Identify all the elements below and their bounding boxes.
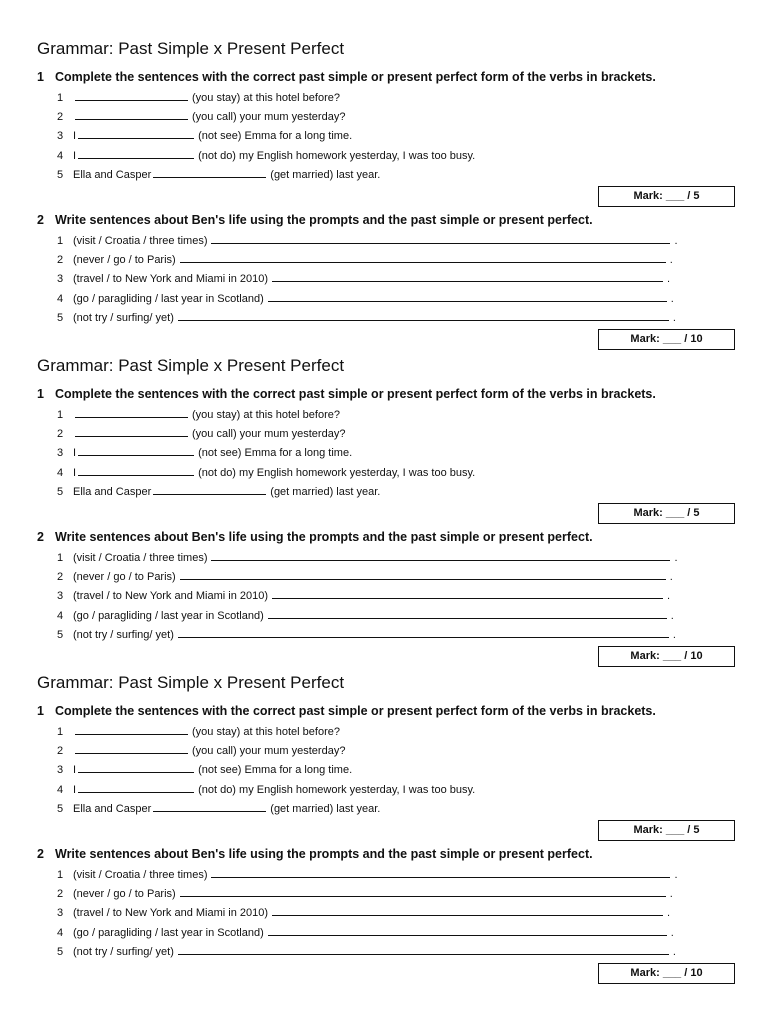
item-text: (you call) your mum yesterday? <box>192 745 346 757</box>
answer-line[interactable] <box>211 866 670 878</box>
item-text: (get married) last year. <box>270 803 381 815</box>
exercise-2-item-3 <box>57 904 670 919</box>
item-number: 3 <box>57 764 64 776</box>
exercise-2-item-2 <box>57 885 673 900</box>
item-number: 2 <box>57 254 64 266</box>
item-text: (not see) Emma for a long time. <box>198 447 353 459</box>
answer-blank[interactable] <box>78 464 194 476</box>
item-prompt: (never / go / to Paris) <box>73 571 176 583</box>
exercise-1-instruction <box>37 387 656 401</box>
answer-line[interactable] <box>211 232 670 244</box>
exercise-1-instruction <box>37 704 656 718</box>
exercise-2-item-5 <box>57 626 676 641</box>
exercise-1-item-5 <box>57 166 380 181</box>
exercise-2-item-2 <box>57 568 673 583</box>
item-end: . <box>667 907 671 919</box>
item-end: . <box>669 888 673 900</box>
item-number: 3 <box>57 273 64 285</box>
exercise-2-mark-box: Mark: ___ / 10 <box>598 329 735 350</box>
answer-blank[interactable] <box>78 127 194 139</box>
item-number: 3 <box>57 130 64 142</box>
exercise-1-mark-box: Mark: ___ / 5 <box>598 820 735 841</box>
answer-blank[interactable] <box>75 89 188 101</box>
answer-line[interactable] <box>211 549 670 561</box>
answer-line[interactable] <box>180 568 666 580</box>
exercise-2-item-3 <box>57 270 670 285</box>
answer-line[interactable] <box>272 904 663 916</box>
item-prompt: (never / go / to Paris) <box>73 888 176 900</box>
item-prompt: (travel / to New York and Miami in 2010) <box>73 273 269 285</box>
exercise-1-item-1 <box>57 723 340 738</box>
answer-blank[interactable] <box>78 781 194 793</box>
item-number: 4 <box>57 467 64 479</box>
item-end: . <box>670 927 674 939</box>
exercise-1-item-5 <box>57 800 380 815</box>
item-end: . <box>674 552 678 564</box>
item-end: . <box>670 610 674 622</box>
exercise-1-item-4 <box>57 147 475 162</box>
exercise-2-item-3 <box>57 587 670 602</box>
exercise-2-instruction <box>37 530 593 544</box>
item-prompt: (not try / surfing/ yet) <box>73 312 174 324</box>
exercise-1-item-1 <box>57 89 340 104</box>
exercise-1-item-2 <box>57 425 345 440</box>
exercise-1-item-4 <box>57 464 475 479</box>
item-prompt: (not try / surfing/ yet) <box>73 946 174 958</box>
item-text: (you stay) at this hotel before? <box>192 409 340 421</box>
item-prefix: I <box>73 150 77 162</box>
item-number: 1 <box>57 92 64 104</box>
worksheet-1 <box>0 39 768 356</box>
item-number: 5 <box>57 946 64 958</box>
exercise-2-item-5 <box>57 309 676 324</box>
exercise-2-instruction <box>37 213 593 227</box>
exercise-2-mark-box: Mark: ___ / 10 <box>598 963 735 984</box>
exercise-number: 1 <box>37 387 44 401</box>
exercise-2-instruction <box>37 847 593 861</box>
item-prompt: (not try / surfing/ yet) <box>73 629 174 641</box>
item-number: 3 <box>57 447 64 459</box>
item-number: 4 <box>57 610 64 622</box>
item-prompt: (go / paragliding / last year in Scotland) <box>73 927 264 939</box>
item-number: 1 <box>57 726 64 738</box>
item-prefix: Ella and Casper <box>73 169 152 181</box>
item-text: (you stay) at this hotel before? <box>192 92 340 104</box>
answer-blank[interactable] <box>75 723 188 735</box>
exercise-1-item-3 <box>57 761 352 776</box>
exercise-2-mark-box: Mark: ___ / 10 <box>598 646 735 667</box>
item-number: 4 <box>57 927 64 939</box>
exercise-1-item-2 <box>57 108 345 123</box>
instruction-text: Complete the sentences with the correct past simple or present perfect form of the verbs in brackets. <box>55 704 656 718</box>
item-end: . <box>667 273 671 285</box>
item-prompt: (visit / Croatia / three times) <box>73 869 208 881</box>
worksheet-2 <box>0 356 768 673</box>
exercise-1-item-3 <box>57 444 352 459</box>
item-number: 5 <box>57 803 64 815</box>
item-end: . <box>672 312 676 324</box>
item-text: (not see) Emma for a long time. <box>198 764 353 776</box>
answer-blank[interactable] <box>153 166 266 178</box>
item-prefix: Ella and Casper <box>73 486 152 498</box>
worksheet-title: Grammar: Past Simple x Present Perfect <box>37 356 345 375</box>
answer-line[interactable] <box>272 270 663 282</box>
item-end: . <box>674 235 678 247</box>
item-number: 2 <box>57 745 64 757</box>
item-number: 3 <box>57 590 64 602</box>
instruction-text: Write sentences about Ben's life using the prompts and the past simple or present perfect. <box>55 847 593 861</box>
answer-line[interactable] <box>180 885 666 897</box>
exercise-1-item-4 <box>57 781 475 796</box>
item-number: 1 <box>57 235 64 247</box>
item-prefix: I <box>73 447 77 459</box>
answer-blank[interactable] <box>75 425 188 437</box>
exercise-2-item-4 <box>57 290 674 305</box>
item-prefix: I <box>73 784 77 796</box>
item-prompt: (go / paragliding / last year in Scotland) <box>73 610 264 622</box>
instruction-text: Complete the sentences with the correct past simple or present perfect form of the verbs in brackets. <box>55 70 656 84</box>
exercise-1-item-2 <box>57 742 345 757</box>
answer-blank[interactable] <box>78 444 194 456</box>
exercise-number: 2 <box>37 530 44 544</box>
item-text: (get married) last year. <box>270 486 381 498</box>
item-number: 2 <box>57 111 64 123</box>
answer-line[interactable] <box>268 290 667 302</box>
item-number: 5 <box>57 169 64 181</box>
answer-blank[interactable] <box>78 761 194 773</box>
item-prompt: (travel / to New York and Miami in 2010) <box>73 590 269 602</box>
instruction-text: Write sentences about Ben's life using the prompts and the past simple or present perfect. <box>55 213 593 227</box>
item-text: (not do) my English homework yesterday, I was too busy. <box>198 150 476 162</box>
item-text: (you call) your mum yesterday? <box>192 111 346 123</box>
item-prompt: (visit / Croatia / three times) <box>73 552 208 564</box>
item-number: 4 <box>57 150 64 162</box>
answer-blank[interactable] <box>75 742 188 754</box>
answer-line[interactable] <box>180 251 666 263</box>
item-number: 4 <box>57 293 64 305</box>
exercise-number: 1 <box>37 70 44 84</box>
answer-blank[interactable] <box>153 483 266 495</box>
item-end: . <box>670 293 674 305</box>
item-end: . <box>672 946 676 958</box>
answer-line[interactable] <box>268 924 667 936</box>
answer-blank[interactable] <box>75 108 188 120</box>
item-number: 1 <box>57 552 64 564</box>
item-prefix: Ella and Casper <box>73 803 152 815</box>
worksheet-title: Grammar: Past Simple x Present Perfect <box>37 39 345 58</box>
item-text: (get married) last year. <box>270 169 381 181</box>
answer-line[interactable] <box>178 626 669 638</box>
exercise-2-item-1 <box>57 549 678 564</box>
item-number: 2 <box>57 571 64 583</box>
answer-blank[interactable] <box>75 406 188 418</box>
exercise-1-item-3 <box>57 127 352 142</box>
item-number: 1 <box>57 409 64 421</box>
item-text: (not do) my English homework yesterday, I was too busy. <box>198 467 476 479</box>
item-prefix: I <box>73 467 77 479</box>
item-end: . <box>674 869 678 881</box>
answer-line[interactable] <box>178 309 669 321</box>
answer-blank[interactable] <box>78 147 194 159</box>
exercise-2-item-2 <box>57 251 673 266</box>
item-prompt: (visit / Croatia / three times) <box>73 235 208 247</box>
item-number: 2 <box>57 428 64 440</box>
answer-line[interactable] <box>268 607 667 619</box>
instruction-text: Complete the sentences with the correct past simple or present perfect form of the verbs in brackets. <box>55 387 656 401</box>
item-number: 3 <box>57 907 64 919</box>
exercise-2-item-4 <box>57 924 674 939</box>
item-text: (you call) your mum yesterday? <box>192 428 346 440</box>
exercise-1-instruction <box>37 70 656 84</box>
exercise-number: 2 <box>37 847 44 861</box>
item-prefix: I <box>73 764 77 776</box>
answer-blank[interactable] <box>153 800 266 812</box>
item-number: 1 <box>57 869 64 881</box>
item-text: (not see) Emma for a long time. <box>198 130 353 142</box>
instruction-text: Write sentences about Ben's life using the prompts and the past simple or present perfect. <box>55 530 593 544</box>
answer-line[interactable] <box>178 943 669 955</box>
item-text: (you stay) at this hotel before? <box>192 726 340 738</box>
exercise-2-item-4 <box>57 607 674 622</box>
item-end: . <box>669 571 673 583</box>
exercise-2-item-1 <box>57 232 678 247</box>
item-prefix: I <box>73 130 77 142</box>
answer-line[interactable] <box>272 587 663 599</box>
exercise-1-mark-box: Mark: ___ / 5 <box>598 186 735 207</box>
item-end: . <box>669 254 673 266</box>
item-number: 5 <box>57 312 64 324</box>
item-end: . <box>667 590 671 602</box>
exercise-2-item-1 <box>57 866 678 881</box>
item-prompt: (go / paragliding / last year in Scotland) <box>73 293 264 305</box>
worksheet-3 <box>0 673 768 990</box>
item-number: 2 <box>57 888 64 900</box>
exercise-number: 2 <box>37 213 44 227</box>
exercise-1-item-5 <box>57 483 380 498</box>
item-end: . <box>672 629 676 641</box>
exercise-number: 1 <box>37 704 44 718</box>
exercise-2-item-5 <box>57 943 676 958</box>
worksheet-title: Grammar: Past Simple x Present Perfect <box>37 673 345 692</box>
exercise-1-item-1 <box>57 406 340 421</box>
item-prompt: (travel / to New York and Miami in 2010) <box>73 907 269 919</box>
item-number: 4 <box>57 784 64 796</box>
exercise-1-mark-box: Mark: ___ / 5 <box>598 503 735 524</box>
item-number: 5 <box>57 629 64 641</box>
item-number: 5 <box>57 486 64 498</box>
item-prompt: (never / go / to Paris) <box>73 254 176 266</box>
item-text: (not do) my English homework yesterday, I was too busy. <box>198 784 476 796</box>
